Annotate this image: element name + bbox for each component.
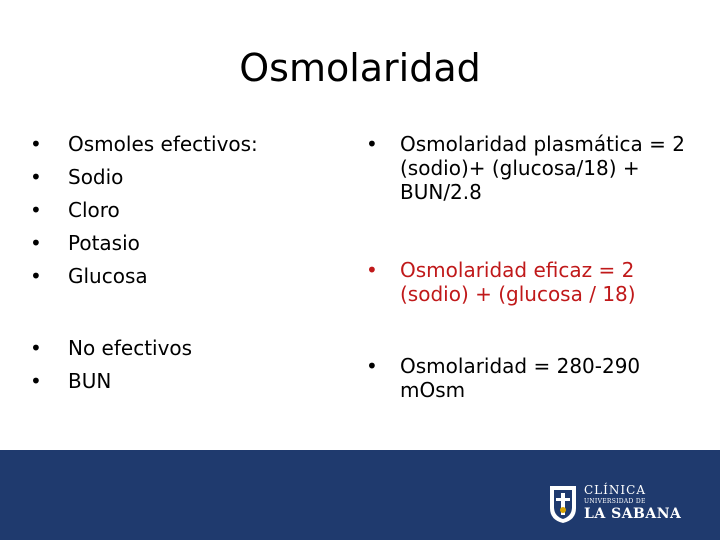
- list-item-text: Potasio: [68, 231, 140, 255]
- effective-osmolarity-item: [366, 258, 690, 306]
- list-item-text: Glucosa: [68, 264, 148, 288]
- list-item-text: Osmolaridad eficaz = 2 (sodio) + (glucosa / 18): [400, 258, 636, 306]
- effective-osmoles-list: [30, 128, 258, 293]
- university-seal-icon: [548, 484, 578, 524]
- list-item: [30, 161, 258, 194]
- list-item: [30, 227, 258, 260]
- list-item: [30, 260, 258, 293]
- list-item: [366, 354, 660, 402]
- clinic-logo: [548, 480, 698, 528]
- list-item-text: Cloro: [68, 198, 120, 222]
- non-effective-list: [30, 332, 192, 398]
- bullet-icon: •: [366, 132, 378, 156]
- bullet-icon: •: [30, 198, 42, 222]
- list-item: [30, 194, 258, 227]
- list-item-text: Osmolaridad plasmática = 2 (sodio)+ (glucosa/18) + BUN/2.8: [400, 132, 685, 204]
- list-item-text: No efectivos: [68, 336, 193, 360]
- list-item: [30, 128, 258, 161]
- bullet-icon: •: [30, 264, 42, 288]
- slide-title: Osmolaridad: [239, 46, 481, 90]
- bullet-icon: •: [30, 231, 42, 255]
- list-item-text: Osmoles efectivos:: [68, 132, 258, 156]
- osmolarity-range-item: [366, 354, 660, 402]
- list-item-text: BUN: [68, 369, 112, 393]
- bullet-icon: •: [30, 132, 42, 156]
- logo-line-clinica: CLÍNICA: [584, 483, 646, 497]
- list-item-text: Osmolaridad = 280-290 mOsm: [400, 354, 641, 402]
- logo-line-universidad: UNIVERSIDAD DE: [584, 498, 646, 505]
- bullet-icon: •: [30, 369, 42, 393]
- list-item: [30, 332, 192, 365]
- logo-line-sabana: LA SABANA: [584, 506, 682, 522]
- plasma-osmolarity-item: [366, 132, 700, 204]
- list-item: [366, 132, 700, 204]
- bullet-icon: •: [366, 354, 378, 378]
- list-item: [30, 365, 192, 398]
- bullet-icon: •: [366, 258, 378, 282]
- bullet-icon: •: [30, 165, 42, 189]
- bullet-icon: •: [30, 336, 42, 360]
- list-item-text: Sodio: [68, 165, 124, 189]
- list-item: [366, 258, 690, 306]
